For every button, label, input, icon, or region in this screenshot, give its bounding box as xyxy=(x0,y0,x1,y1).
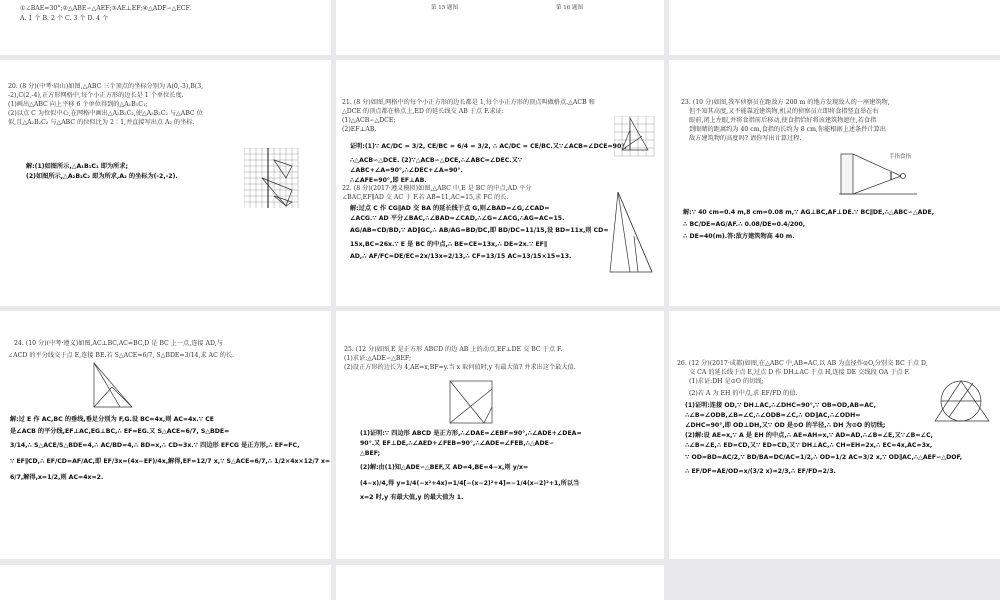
q20-line-5: 似,且△A₂B₂C₂ 与△ABC 的位似比为 2∶1,并直接写出点 A₂ 的坐标. xyxy=(8,119,195,126)
q26-answer-2: ∴∠B=∠ODB,∠B=∠C,∴∠ODB=∠C,∴ OD∥AC,∴∠ODH= xyxy=(685,412,861,419)
q25-answer-2: 90°.又 EF⊥DE,∴∠AED+∠FEB=90°,∴∠ADE=∠FEB,∴△ADE∽ xyxy=(360,440,555,447)
page-bottom-middle xyxy=(336,565,664,600)
q26-answer-7: ∴ EF/DF=AE/OD=x/(3/2 x)=2/3,∴ EF/FD=2/3. xyxy=(685,468,836,475)
q22-line-2: ∠BAC,EF∥AD 交 AC 于 F.若 AB=11,AC=15,求 FC 的长. xyxy=(342,194,509,201)
q26-answer-1: (1)证明:连接 OD,∵ DH⊥AC,∴∠DHC=90°,∵ OB=OD,AB=AC, xyxy=(685,402,876,409)
q21-answer-4: ∴∠AFE=90°,即 EF⊥AB. xyxy=(350,177,427,184)
page-q25 xyxy=(336,311,664,559)
page-top-left xyxy=(0,0,331,55)
q25-answer-5: (4−x)/4,得 y=1/4(−x²+4x)=1/4[−(x−2)²+4]=−1/4(x−2)²+1,所以当 xyxy=(360,480,580,487)
q26-line-1: 26. (12 分)(2017·成都)如图,在△ABC 中,AB=AC,以 AB 为直径作⊙O,分别交 BC 于点 D, xyxy=(677,360,928,367)
q21-line-1: 21. (8 分)如图,网格中的每个小正方形的边长都是 1,每个小正方形的顶点叫做格点.△ACB 和 xyxy=(342,99,595,106)
q26-line-4: (2)若 A 为 EH 的中点,求 EF/FD 的值. xyxy=(689,390,798,397)
q20-line-4: (2)以点 C 为位似中心,在网格中画出△A₂B₂C₂,使△A₂B₂C₂ 与△ABC 位 xyxy=(8,110,203,117)
page-q21-q22 xyxy=(336,60,664,306)
q26-answer-5: ∴∠B=∠E,∴ ED=CD,又∵ ED=CD,又∵ DH⊥AC,∴ CH=EH=2x,∴ EC=4x,AC=3x, xyxy=(685,442,933,449)
page-bottom-right-empty xyxy=(669,565,1000,600)
q21-line-2: △DCE 的顶点都在格点上,ED 的延长线交 AB 于点 F.求证: xyxy=(342,108,504,115)
q25-answer-3: △BEF; xyxy=(360,450,381,457)
q22-answer-2: ∠ACG.∵ AD 平分∠BAC,∴∠BAD=∠CAD,∴∠G=∠ACG,∴AG=AC=15. xyxy=(350,215,565,222)
q26-answer-3: ∠DHC=90°,即 OD⊥DH,又∵ OD 是⊙O 的半径,∴ DH 为⊙O 的切线; xyxy=(685,422,886,429)
page-q26 xyxy=(669,311,1000,559)
q23-line-3: 眼前,闭上左眼,并将食指前后移动,使食指恰好将该建筑物遮住,若食指 xyxy=(689,117,877,124)
q22-answer-3: AG/AB=CD/BD,∵ AD∥GC,∴ AB/AG=BD/DC,即 BD/DC=11/15,设 BD=11x,则 CD= xyxy=(350,227,609,234)
q24-answer-1: 解:过 E 作 AC,BC 的垂线,垂足分别为 F,G.设 BC=4x,则 AC=4x.∵ CE xyxy=(10,416,214,423)
q23-line-5: 敌方建筑物的高度吗? 请你写出计算过程. xyxy=(689,135,802,142)
q24-answer-5: 6/7,解得,x=1/2,则 AC=4x=2. xyxy=(10,474,104,481)
q24-answer-3: 3/14,∴ S△ACE/S△BDE=4,∴ AC/BD=4,∴ BD=x,∴ CD=3x.∵ 四边形 EFCG 是正方形,∴ EF=FC, xyxy=(10,442,300,449)
q24-answer-4: ∵ EF∥CD,∴ EF/CD=AF/AC,即 EF/3x=(4x−EF)/4x,解得,EF=12/7 x,∵ S△ACE=6/7,∴ 1/2×4x×12/7 x= xyxy=(10,458,331,465)
top-left-line-2: A. 1 个 B. 2 个 C. 3 个 D. 4 个 xyxy=(20,15,109,22)
q23-line-2: 但不知其高度,又不能靠近建筑物,机灵的侦察员立即将食指竖直举在右 xyxy=(689,108,879,115)
page-q23 xyxy=(669,60,1000,306)
q20-grid-figure xyxy=(244,148,304,210)
page-bottom-left xyxy=(0,565,331,600)
q23-line-4: 到眼睛的距离约为 40 cm,食指的长约为 8 cm,你能根据上述条件计算出 xyxy=(689,126,886,133)
page-q24 xyxy=(0,311,331,559)
q21-grid-figure xyxy=(614,116,658,160)
caption-15: 第 15 题图 xyxy=(431,5,458,11)
q22-answer-5: AD,∴ AF/FC=DE/EC=2x/13x=2/13,∴ CF=13/15 AC=13/15×15=13. xyxy=(350,253,572,260)
q23-figure-label: 手指食指 xyxy=(889,154,912,160)
q22-line-1: 22. (8 分)(2017·遵义模拟)如图,△ABC 中,E 是 BC 的中点,AD 平分 xyxy=(342,185,532,192)
q23-answer-3: ∴ DE=40(m).答:敌方建筑物高 40 m. xyxy=(683,233,795,240)
q24-line-1: 24. (10 分)(中考·遵义)如图,AC⊥BC,AC=BC,D 是 BC 上一点,连接 AD,与 xyxy=(14,340,223,347)
q26-answer-6: ∵ OD=BD=AC/2,∵ BD/BA=DC/AC=1/2,∴ OD=1/2 AC=3/2 x,∵ OD∥AC,∴△AEF∽△DOF, xyxy=(685,454,963,461)
q25-answer-6: x=2 时,y 有最大值,y 的最大值为 1. xyxy=(360,494,464,501)
q24-answer-2: 是∠ACB 的平分线,EF⊥AC,EG⊥BC,∴ EF=EG.又 S△ACE=6/7, S△BDE= xyxy=(10,428,230,435)
page-top-middle xyxy=(336,0,664,55)
q24-triangle-figure xyxy=(88,361,136,411)
q22-answer-4: 15x,BC=26x.∵ E 是 BC 的中点,∴ BE=CE=13x,∴ DE=2x.∵ EF∥ xyxy=(350,241,548,248)
q21-answer-2: ∴△ACB∽△DCE. (2)∵△ACB∽△DCE,∴∠ABC=∠DEC.又∵ xyxy=(350,157,523,164)
q22-answer-1: 解:过点 C 作 CG∥AD 交 BA 的延长线于点 G,则∠BAD=∠G,∠CAD= xyxy=(350,205,550,212)
top-left-line-1: ①∠BAE=30°;②△ABE∽△AEF;③AE⊥EF;④△ADF∽△ECF. xyxy=(20,5,191,12)
q20-line-2: -2),C(2,-4),正方形网格中,每个小正方形的边长是 1 个单位长度. xyxy=(8,92,184,99)
q25-line-3: (2)设正方形的边长为 4,AE=x,BF=y.当 x 取何值时,y 有最大值? 并求出这个最大值. xyxy=(344,364,576,371)
page-top-right xyxy=(669,0,1000,55)
q25-line-1: 25. (12 分)如图,E 是正方形 ABCD 的边 AB 上的动点,EF⊥DE 交 BC 于点 F. xyxy=(344,346,563,353)
q23-answer-1: 解:∵ 40 cm=0.4 m,8 cm=0.08 m,∵ AG⊥BC,AF⊥DE.∵ BC∥DE,∴△ABC∽△ADE, xyxy=(683,209,935,216)
q21-line-4: (2)EF⊥AB. xyxy=(342,126,377,133)
q24-line-2: ∠ACD 的平分线交于点 E,连接 BE.若 S△ACE=6/7, S△BDE=3/14,求 AC 的长. xyxy=(8,352,235,359)
page-q20 xyxy=(0,60,331,306)
q20-line-3: (1)画出△ABC 向上平移 6 个单位得到的△A₁B₁C₁; xyxy=(8,101,148,108)
q25-line-2: (1)求证:△ADE∽△BEF; xyxy=(344,355,412,362)
q23-line-1: 23. (10 分)如图,我军侦察员在距敌方 200 m 的地方发现敌人的一座建筑物, xyxy=(681,99,890,106)
q21-line-3: (1)△ACB∽△DCE; xyxy=(342,117,396,124)
q26-line-2: 交 CA 的延长线于点 E,过点 D 作 DH⊥AC 于点 H,连接 DE 交线段 OA 于点 F. xyxy=(689,369,910,376)
q20-answer-1: 解:(1)如图所示,△A₁B₁C₁ 即为所求; xyxy=(26,163,129,170)
q26-answer-4: (2)解:设 AE=x,∵ A 是 EH 的中点,∴ AE=AH=x,∵ AD=AD,∴∠B=∠E,又∵∠B=∠C, xyxy=(685,432,933,439)
q20-answer-2: (2)如图所示,△A₂B₂C₂ 即为所求,A₂ 的坐标为(-2,-2). xyxy=(26,173,178,180)
q25-square-figure xyxy=(446,377,498,431)
caption-16: 第 16 题图 xyxy=(556,5,583,11)
q21-answer-3: ∠ABC+∠A=90°,∴∠DEC+∠A=90°. xyxy=(350,167,463,174)
q23-answer-2: ∴ BC/DE=AG/AF.∴ 0.08/DE=0.4/200, xyxy=(683,221,806,228)
q25-answer-1: (1)证明:∵ 四边形 ABCD 是正方形,∴∠DAE=∠EBF=90°,∴∠ADE+∠DEA= xyxy=(360,430,582,437)
q20-line-1: 20. (8 分)(中考·眉山)如图,△ABC 三个顶点的坐标分别为 A(0,-3),B(3, xyxy=(8,83,204,90)
q25-answer-4: (2)解:由(1)知△ADE∽△BEF,又 AD=4,BE=4−x,则 y/x= xyxy=(360,464,529,471)
q22-triangle-figure xyxy=(608,188,654,278)
q26-circle-figure xyxy=(931,373,993,435)
q21-answer-1: 证明:(1)∵ AC/DC = 3/2, CE/BC = 6/4 = 3/2, ∴ AC/DC = CE/BC.又∵∠ACB=∠DCE=90°, xyxy=(350,143,627,150)
q26-line-3: (1)求证:DH 是⊙O 的切线; xyxy=(689,378,764,385)
